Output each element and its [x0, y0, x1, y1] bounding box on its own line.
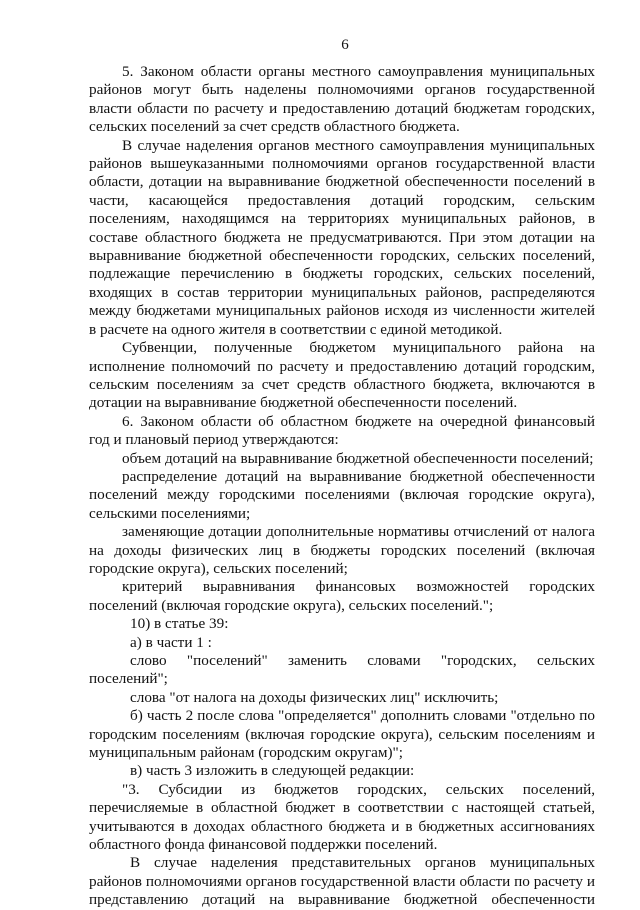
paragraph-replace-word: слово "поселений" заменить словами "городских, сельских поселений";	[89, 652, 595, 688]
paragraph-part-1: а) в части 1 :	[130, 633, 212, 651]
list-item-volume: объем дотаций на выравнивание бюджетной обеспеченности поселений;	[122, 449, 594, 467]
paragraph-clause-6: 6. Законом области об областном бюджете на очередной финансовый год и плановый период утверждаются:	[89, 412, 595, 449]
paragraph-quoted-part-3: "3. Субсидии из бюджетов городских, сельских поселений, перечисляемые в областной бюджет в соответствии с настоящей статьей, учитываются в доходах областного бюджета и в бюджетных ассигнованиях областного фонда финансовой поддержки поселений.	[89, 780, 595, 854]
paragraph-part-3: в) часть 3 изложить в следующей редакции:	[130, 762, 415, 780]
paragraph-exclude-words: слова "от налога на доходы физических лиц" исключить;	[130, 688, 499, 706]
list-item-criterion: критерий выравнивания финансовых возможностей городских поселений (включая городские округа), сельских поселений.";	[89, 578, 595, 614]
list-item-norms: заменяющие дотации дополнительные нормативы отчислений от налога на доходы физических лиц в бюджеты городских поселений (включая городские округа), сельских поселений;	[89, 523, 595, 577]
paragraph-representative-bodies: В случае наделения представительных органов муниципальных районов полномочиями органов государственной власти области по расчету и представлению дотаций на выравнивание бюджетной обеспеченности	[89, 854, 595, 909]
paragraph-part-2: б) часть 2 после слова "определяется" дополнить словами "отдельно по городским поселениям (включая городские округа), сельским поселениям и муниципальным районам (городским округам)";	[89, 707, 595, 762]
paragraph-subventions: Субвенции, полученные бюджетом муниципального района на исполнение полномочий по расчету и предоставлению дотаций городским, сельским поселениям за счет средств областного бюджета, включаются в дотации на выравнивание бюджетной обеспеченности поселений.	[89, 339, 595, 412]
paragraph-delegation-case: В случае наделения органов местного самоуправления муниципальных районов вышеуказанными полномочиями органов государственной власти области, дотации на выравнивание бюджетной обеспеченности поселений в части, касающейся предоставления дотаций городским, сельским поселениям, находящимся на территориях муниципальных районов, в составе областного бюджета не предусматриваются. При этом дотации на выравнивание бюджетной обеспеченности городских, сельских поселений, подлежащие перечислению в бюджеты городских, сельских поселений, входящих в состав территории муниципальных районов, распределяются между бюджетами муниципальных районов исходя из численности жителей в расчете на одного жителя в соответствии с единой методикой.	[89, 136, 595, 338]
list-item-distribution: распределение дотаций на выравнивание бюджетной обеспеченности поселений между городскими поселениями (включая городские округа), сельскими поселениями;	[89, 467, 595, 522]
paragraph-article-39: 10) в статье 39:	[130, 615, 229, 633]
document-body	[89, 63, 595, 910]
paragraph-clause-5: 5. Законом области органы местного самоуправления муниципальных районов могут быть наделены полномочиями органов государственной власти области по расчету и предоставлению дотаций бюджетам городских, сельских поселений за счет средств областного бюджета.	[89, 63, 595, 136]
page-number: 6	[341, 37, 349, 53]
